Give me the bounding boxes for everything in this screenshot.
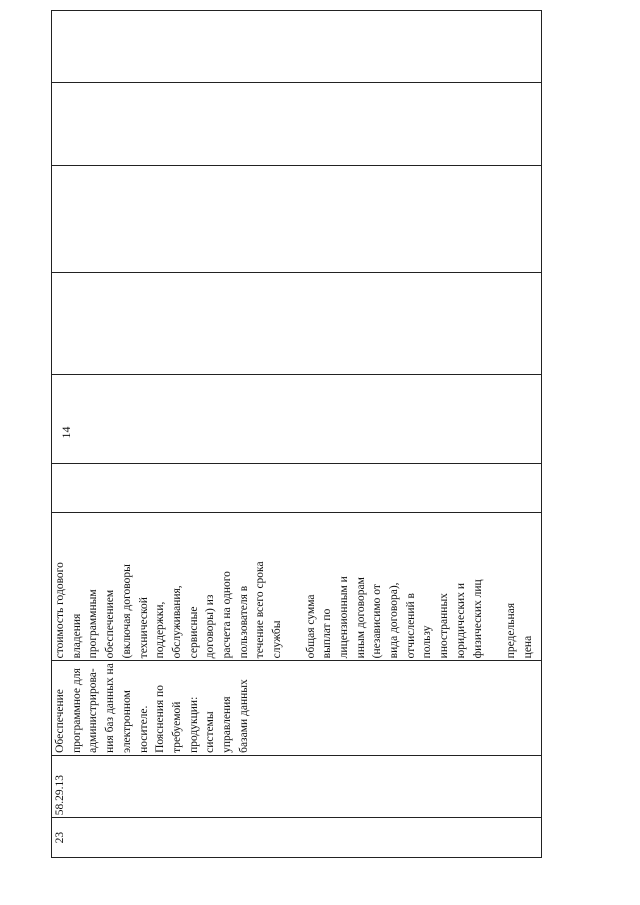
char-line: договоры) из bbox=[204, 594, 217, 659]
char-line: стоимость годового bbox=[54, 562, 66, 659]
spacer bbox=[486, 515, 503, 658]
empty-cell bbox=[52, 463, 542, 512]
okpd2-code: 58.29.13 bbox=[52, 755, 542, 817]
char-line: технической bbox=[137, 597, 150, 659]
name-line: продукции: bbox=[187, 696, 200, 753]
char-line: юридических и bbox=[454, 583, 467, 659]
empty-cell bbox=[52, 165, 542, 272]
char-line: поддержки, bbox=[154, 601, 167, 659]
table-row bbox=[52, 11, 542, 858]
char-line: общая сумма bbox=[304, 594, 317, 659]
name-line: ния баз данных на bbox=[104, 663, 117, 753]
char-line: обслуживания, bbox=[170, 585, 183, 659]
char-line: сервисные bbox=[187, 606, 200, 659]
char-line: пользователя в bbox=[237, 585, 250, 659]
empty-cell bbox=[52, 83, 542, 166]
name-line: администрирова- bbox=[87, 668, 100, 753]
name-line: Обеспечение bbox=[54, 689, 66, 753]
char-line: владения bbox=[70, 613, 83, 659]
name-line: носителе. bbox=[137, 705, 150, 753]
char-line: программным bbox=[87, 589, 100, 659]
char-line: (включая договоры bbox=[120, 564, 133, 659]
row-number: 23 bbox=[52, 818, 542, 858]
char-line: выплат по bbox=[321, 608, 334, 659]
char-line: вида договора), bbox=[388, 582, 401, 659]
empty-cell bbox=[52, 273, 542, 375]
char-line: обеспечением bbox=[104, 589, 117, 659]
name-line: требуемой bbox=[170, 701, 183, 753]
empty-cell bbox=[52, 375, 542, 463]
name-line: базами данных bbox=[237, 679, 250, 753]
char-line: течение всего срока bbox=[254, 561, 267, 659]
char-line: цена bbox=[521, 635, 534, 659]
char-line: предельная bbox=[504, 602, 517, 659]
specification-table bbox=[51, 10, 542, 858]
char-line: (независимо от bbox=[371, 584, 384, 659]
char-line: расчета на одного bbox=[221, 571, 234, 659]
name-line: системы bbox=[204, 711, 217, 753]
name-line: Пояснения по bbox=[154, 685, 167, 753]
char-line: физических лиц bbox=[471, 579, 484, 659]
char-line: отчислений в bbox=[404, 593, 417, 659]
name-line: управления bbox=[221, 696, 234, 753]
char-line: лицензионным и bbox=[337, 576, 350, 659]
rotated-page bbox=[51, 10, 542, 858]
char-line: иным договорам bbox=[354, 577, 367, 659]
char-line: иностранных bbox=[438, 593, 451, 659]
page-number: 14 bbox=[59, 426, 73, 439]
char-line: пользу bbox=[421, 625, 434, 659]
characteristics bbox=[52, 513, 542, 661]
product-name bbox=[52, 661, 542, 756]
char-line: службы bbox=[271, 620, 284, 659]
name-line: электронном bbox=[120, 690, 133, 753]
spacer bbox=[286, 515, 303, 658]
name-line: программное для bbox=[70, 668, 83, 753]
empty-cell bbox=[52, 11, 542, 83]
